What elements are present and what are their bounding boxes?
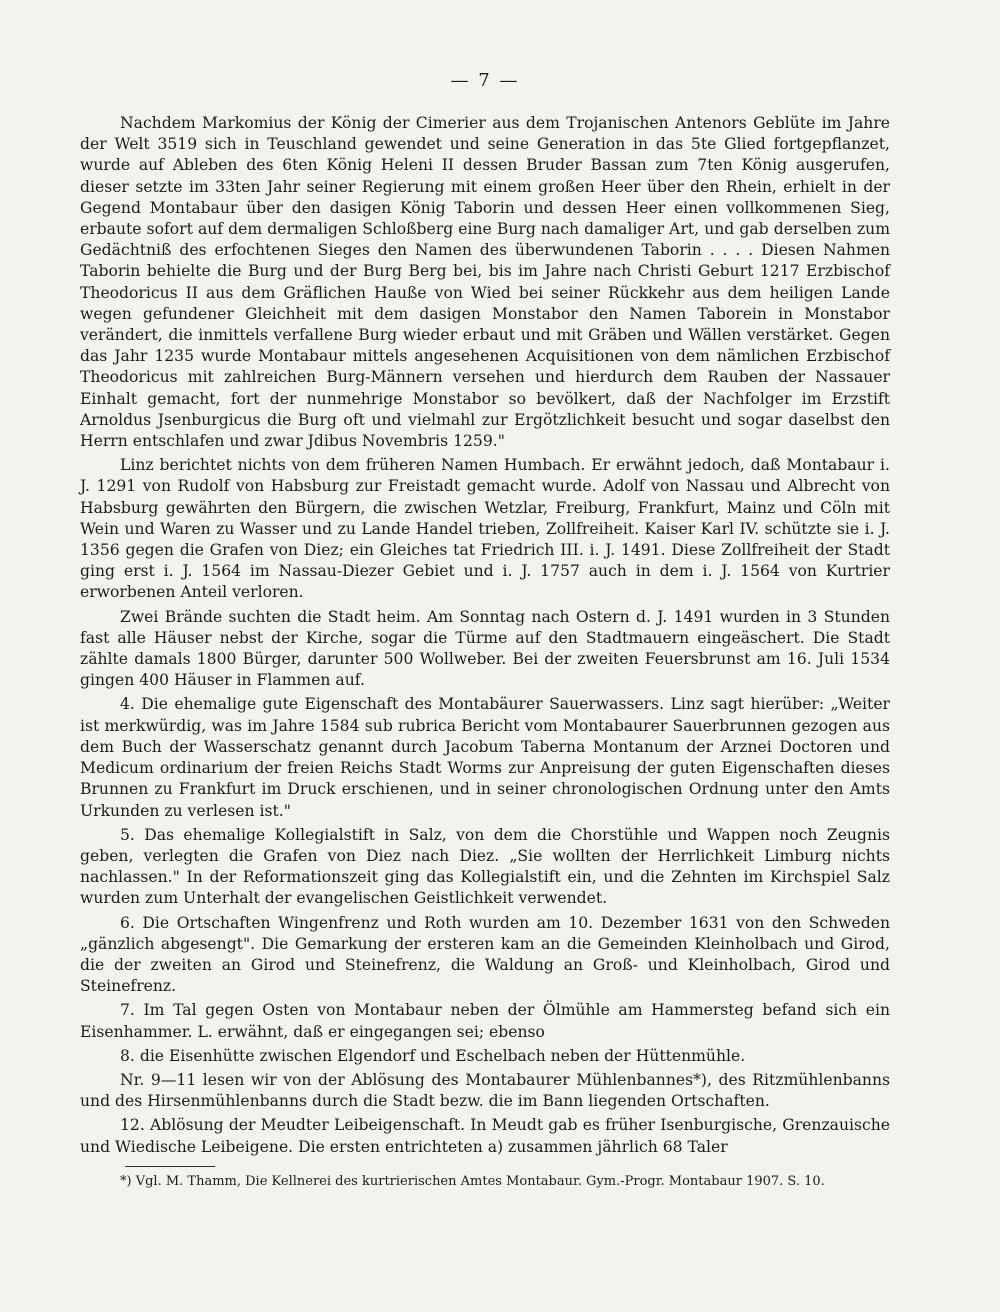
paragraph-eisenhuette: 8. die Eisenhütte zwischen Elgendorf und Eschelbach neben der Hüttenmühle. (120, 1046, 746, 1065)
paragraph-sauerwasser: 4. Die ehemalige gute Eigenschaft des Montabäurer Sauerwassers. Linz sagt hierüber: „Weiter ist merkwürdig, was im Jahre 1584 sub rubrica Bericht vom Montabaurer Sauerbrunnen gezogen aus dem Buch der Wasserschatz genannt durch Jacobum Taberna Montanum der Arznei Doctoren und Medicum ordinarium der freien Reichs Stadt Worms zur Anpreisung der guten Eigenschaften dieses Brunnen zu Frankfurt im Druck erschienen, und in seiner chronologischen Ordnung unter den Amts Urkunden zu verlesen ist." (80, 695, 890, 820)
paragraph-eisenhammer: 7. Im Tal gegen Osten von Montabaur neben der Ölmühle am Hammersteg befand sich ein Eisenhammer. L. erwähnt, daß er eingegangen sei; ebenso (80, 1001, 890, 1041)
body-text (80, 113, 890, 1158)
paragraph-leibeigenschaft: 12. Ablösung der Meudter Leibeigenschaft. In Meudt gab es früher Isenburgische, Grenzauische und Wiedische Leibeigene. Die ersten entrichteten a) zusammen jährlich 68 Taler (80, 1116, 890, 1156)
paragraph-muehlenbann: Nr. 9—11 lesen wir von der Ablösung des Montabaurer Mühlenbannes*), des Ritzmühlenbanns und des Hirsenmühlenbanns durch die Stadt bezw. die im Bann liegenden Ortschaften. (80, 1070, 890, 1111)
page-number: — 7 — (450, 70, 520, 91)
footnote: *) Vgl. M. Thamm, Die Kellnerei des kurtrierischen Amtes Montabaur. Gym.-Progr. Montabaur 1907. S. 10. (120, 1173, 825, 1189)
paragraph-braende: Zwei Brände suchten die Stadt heim. Am Sonntag nach Ostern d. J. 1491 wurden in 3 Stunden fast alle Häuser nebst der Kirche, sogar die Türme auf den Stadtmauern eingeäschert. Die Stadt zählte damals 1800 Bürger, darunter 500 Wollweber. Bei der zweiten Feuersbrunst am 16. Juli 1534 gingen 400 Häuser in Flammen auf. (80, 607, 890, 690)
paragraph-kollegialstift: 5. Das ehemalige Kollegialstift in Salz, von dem die Chorstühle und Wappen noch Zeugnis geben, verlegten die Grafen von Diez nach Diez. „Sie wollten der Herrlichkeit Limburg nichts nachlassen." In der Reformationszeit ging das Kollegialstift ein, und die Zehnten im Kirchspiel Salz wurden zum Unterhalt der evangelischen Geistlichkeit verwendet. (80, 825, 890, 908)
footnote-divider (125, 1166, 215, 1167)
paragraph-markomius: Nachdem Markomius der König der Cimerier aus dem Trojanischen Antenors Geblüte im Jahre der Welt 3519 sich in Teuschland gewendet und seine Generation in das 5te Glied fortgepflanzet, wurde auf Ableben des 6ten König Heleni II dessen Bruder Bassan zum 7ten König ausgerufen, dieser setzte im 33ten Jahr seiner Regierung mit einem großen Heer über den Rhein, erhielt in der Gegend Montabaur über den dasigen König Taborin und dessen Heer einen vollkommenen Sieg, erbaute sofort auf dem dermaligen Schloßberg eine Burg nach damaliger Art, und gab derselben zum Gedächtniß des erfochtenen Sieges den Namen des überwundenen Taborin . . . . Diesen Nahmen Taborin behielte die Burg und der Burg Berg bei, bis im Jahre nach Christi Geburt 1217 Erzbischof Theodoricus II aus dem Gräflichen Hauße von Wied bei seiner Rückkehr aus dem heiligen Lande wegen gefundener Gleichheit mit dem dasigen Monstabor den Namen Taborein in Monstabor verändert, die inmittels verfallene Burg wieder erbaut und mit Gräben und Wällen verstärket. Gegen das Jahr 1235 wurde Montabaur mittels angesehenen Acquisitionen von dem nämlichen Erzbischof Theodoricus mit zahlreichen Burg-Männern versehen und hierdurch dem Rauben der Nassauer Einhalt gemacht, fort der nunmehrige Monstabor so bevölkert, daß der Nachfolger im Erzstift Arnoldus Jsenburgicus die Burg oft und vielmahl zur Ergötzlichkeit besucht und sogar daselbst den Herrn entschlafen und zwar Jdibus Novembris 1259." (80, 114, 890, 451)
paragraph-linz-freistadt: Linz berichtet nichts von dem früheren Namen Humbach. Er erwähnt jedoch, daß Montabaur i. J. 1291 von Rudolf von Habsburg zur Freistadt gemacht wurde. Adolf von Nassau und Albrecht von Habsburg gewährten den Bürgern, die zwischen Wetzlar, Freiburg, Frankfurt, Mainz und Cöln mit Wein und Waren zu Wasser und zu Lande Handel trieben, Zollfreiheit. Kaiser Karl IV. schützte sie i. J. 1356 gegen die Grafen von Diez; ein Gleiches tat Friedrich III. i. J. 1491. Diese Zollfreiheit der Stadt ging erst i. J. 1564 im Nassau-Diezer Gebiet und i. J. 1757 auch in dem i. J. 1564 von Kurtrier erworbenen Anteil verloren. (80, 456, 890, 602)
paragraph-ortschaften: 6. Die Ortschaften Wingenfrenz und Roth wurden am 10. Dezember 1631 von den Schweden „gänzlich abgesengt". Die Gemarkung der ersteren kam an die Gemeinden Kleinholbach und Girod, die der zweiten an Girod und Steinefrenz, die Waldung an Groß- und Kleinholbach, Girod und Steinefrenz. (80, 913, 890, 996)
